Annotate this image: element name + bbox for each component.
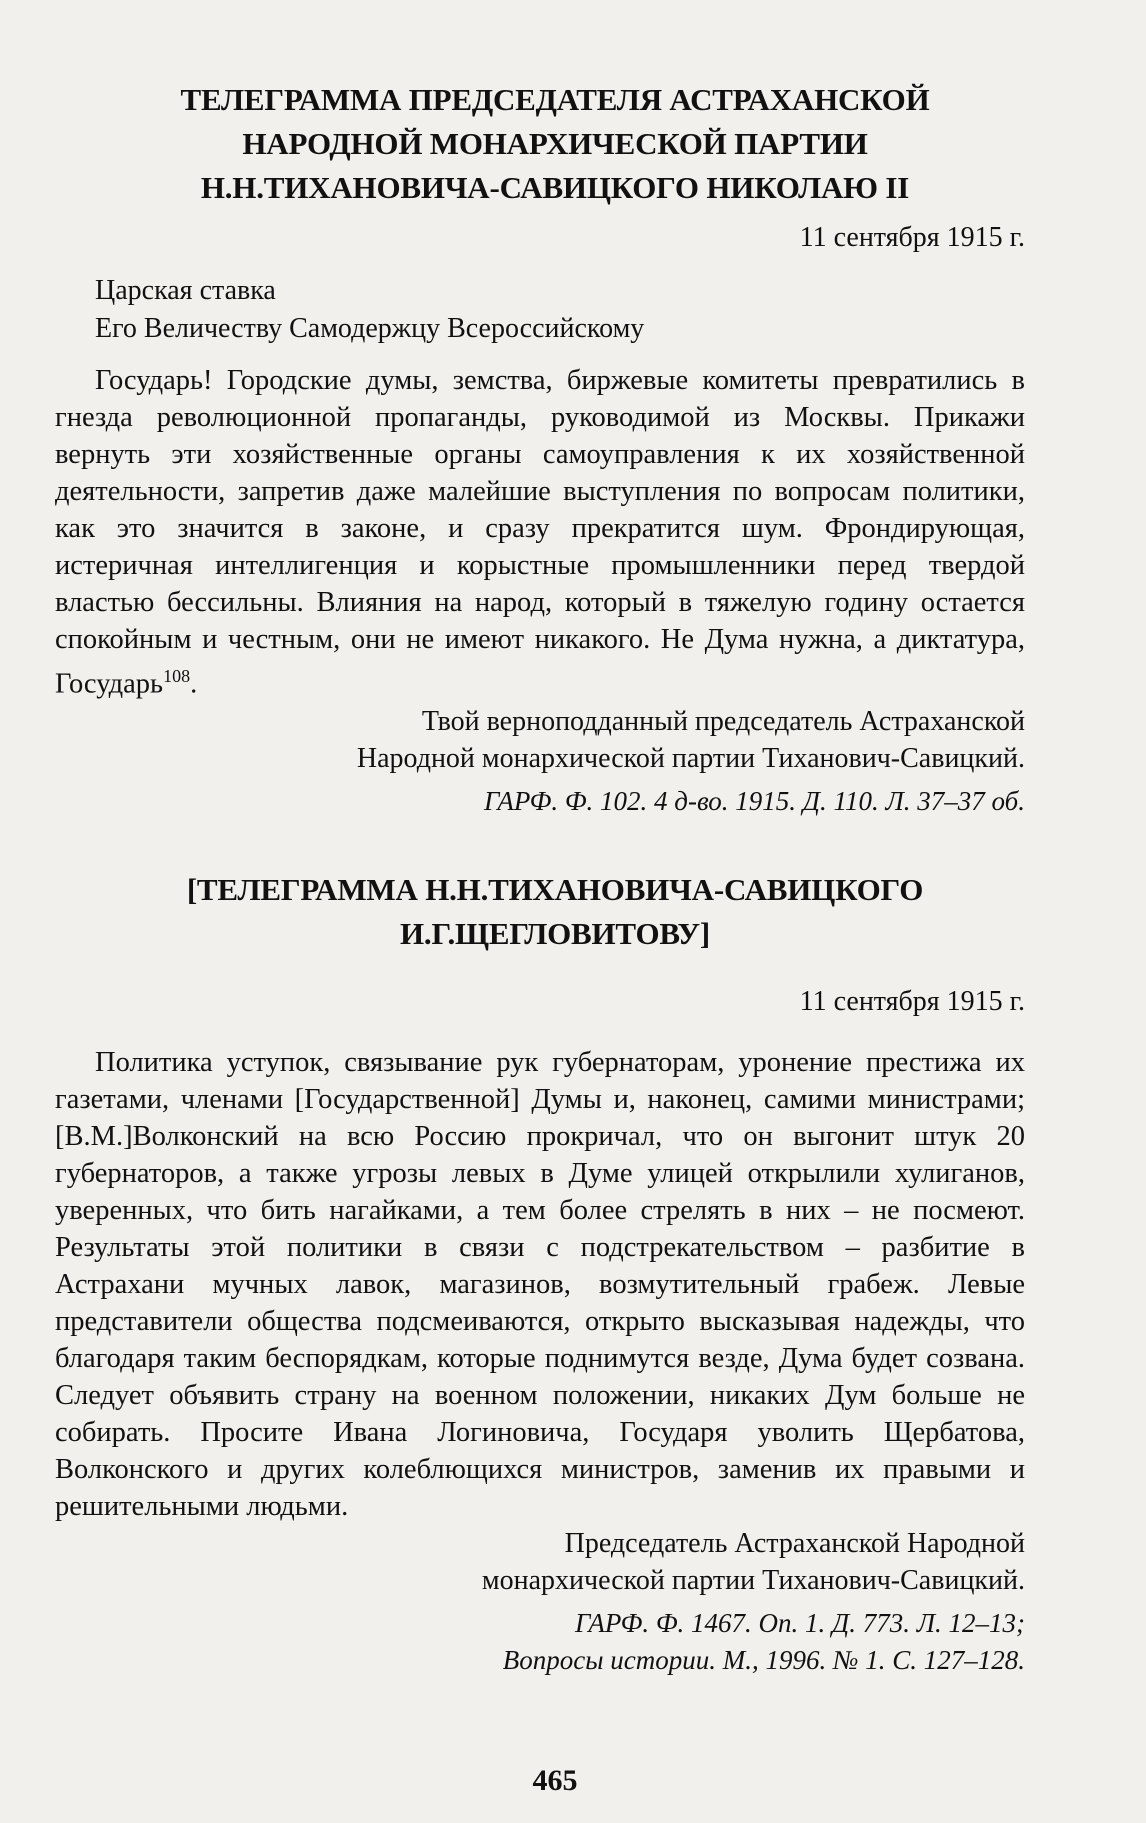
telegram-1-signature: Твой верноподданный председатель Астраханской Народной монархической партии Тиханович-Савицкий. (356, 705, 1025, 774)
telegram-1-address-line-1: Царская ставка (95, 275, 276, 306)
telegram-2-title: [ТЕЛЕГРАММА Н.Н.ТИХАНОВИЧА-САВИЦКОГО И.Г.ЩЕГЛОВИТОВУ] (186, 871, 924, 951)
telegram-2-date: 11 сентября 1915 г. (799, 985, 1025, 1017)
document-page (55, 78, 1055, 1798)
telegram-1-body: Государь! Городские думы, земства, биржевые комитеты превратились в гнезда революционной пропаганды, руководимой из Москвы. Прикажи вернуть эти хозяйственные органы самоуправления к их хозяйственной деятельности, запретив даже малейшие выступления по вопросам политики, как это значится в законе, и сразу прекратится шум. Фрондирующая, истеричная интеллигенция и корыстные промышленники перед твердой властью бессильны. Влияния на народ, который в тяжелую годину остается спокойным и честным, они не имеют никакого. Не Дума нужна, а диктатура, Государь$^{108}$. (55, 365, 1025, 700)
telegram-2-body: Политика уступок, связывание рук губернаторам, уронение престижа их газетами, членами [Государственной] Думы и, наконец, самими министрами; [В.М.]Волконский на всю Россию прокричал, что он выгонит штук 20 губернаторов, а также угрозы левых в Думе улицей открылили хулиганов, уверенных, что бить нагайками, а тем более стрелять в них – не посмеют. Результаты этой политики в связи с подстрекательством – разбитие в Астрахани мучных лавок, магазинов, возмутительный грабеж. Левые представители общества подсмеиваются, открыто высказывая надежды, что благодаря таким беспорядкам, которые поднимутся везде, Дума будет созвана. Следует объявить страну на военном положении, никаких Дум больше не собирать. Просите Ивана Логиновича, Государя уволить Щербатова, Волконского и других колеблющихся министров, заменив их правыми и решительными людьми. (55, 1046, 1025, 1522)
page-number: 465 (532, 1764, 578, 1797)
telegram-2-signature: Председатель Астраханской Народной монархической партии Тиханович-Савицкий. (481, 1527, 1025, 1596)
telegram-1-date: 11 сентября 1915 г. (799, 222, 1025, 253)
telegram-1-title: ТЕЛЕГРАММА ПРЕДСЕДАТЕЛЯ АСТРАХАНСКОЙ НАРОДНОЙ МОНАРХИЧЕСКОЙ ПАРТИИ Н.Н.ТИХАНОВИЧА-САВИЦКОГО НИКОЛАЮ II (180, 82, 930, 205)
telegram-1 (55, 78, 1055, 820)
telegram-1-address-line-2: Его Величеству Самодержцу Всероссийскому (95, 313, 645, 344)
telegram-1-source: ГАРФ. Ф. 102. 4 д-во. 1915. Д. 110. Л. 37–37 об. (484, 785, 1025, 816)
telegram-2-source: ГАРФ. Ф. 1467. Оп. 1. Д. 773. Л. 12–13; Вопросы истории. М., 1996. № 1. С. 127–128. (502, 1607, 1025, 1675)
footnote-marker: 108 (163, 666, 191, 686)
telegram-2 (55, 868, 1055, 1679)
